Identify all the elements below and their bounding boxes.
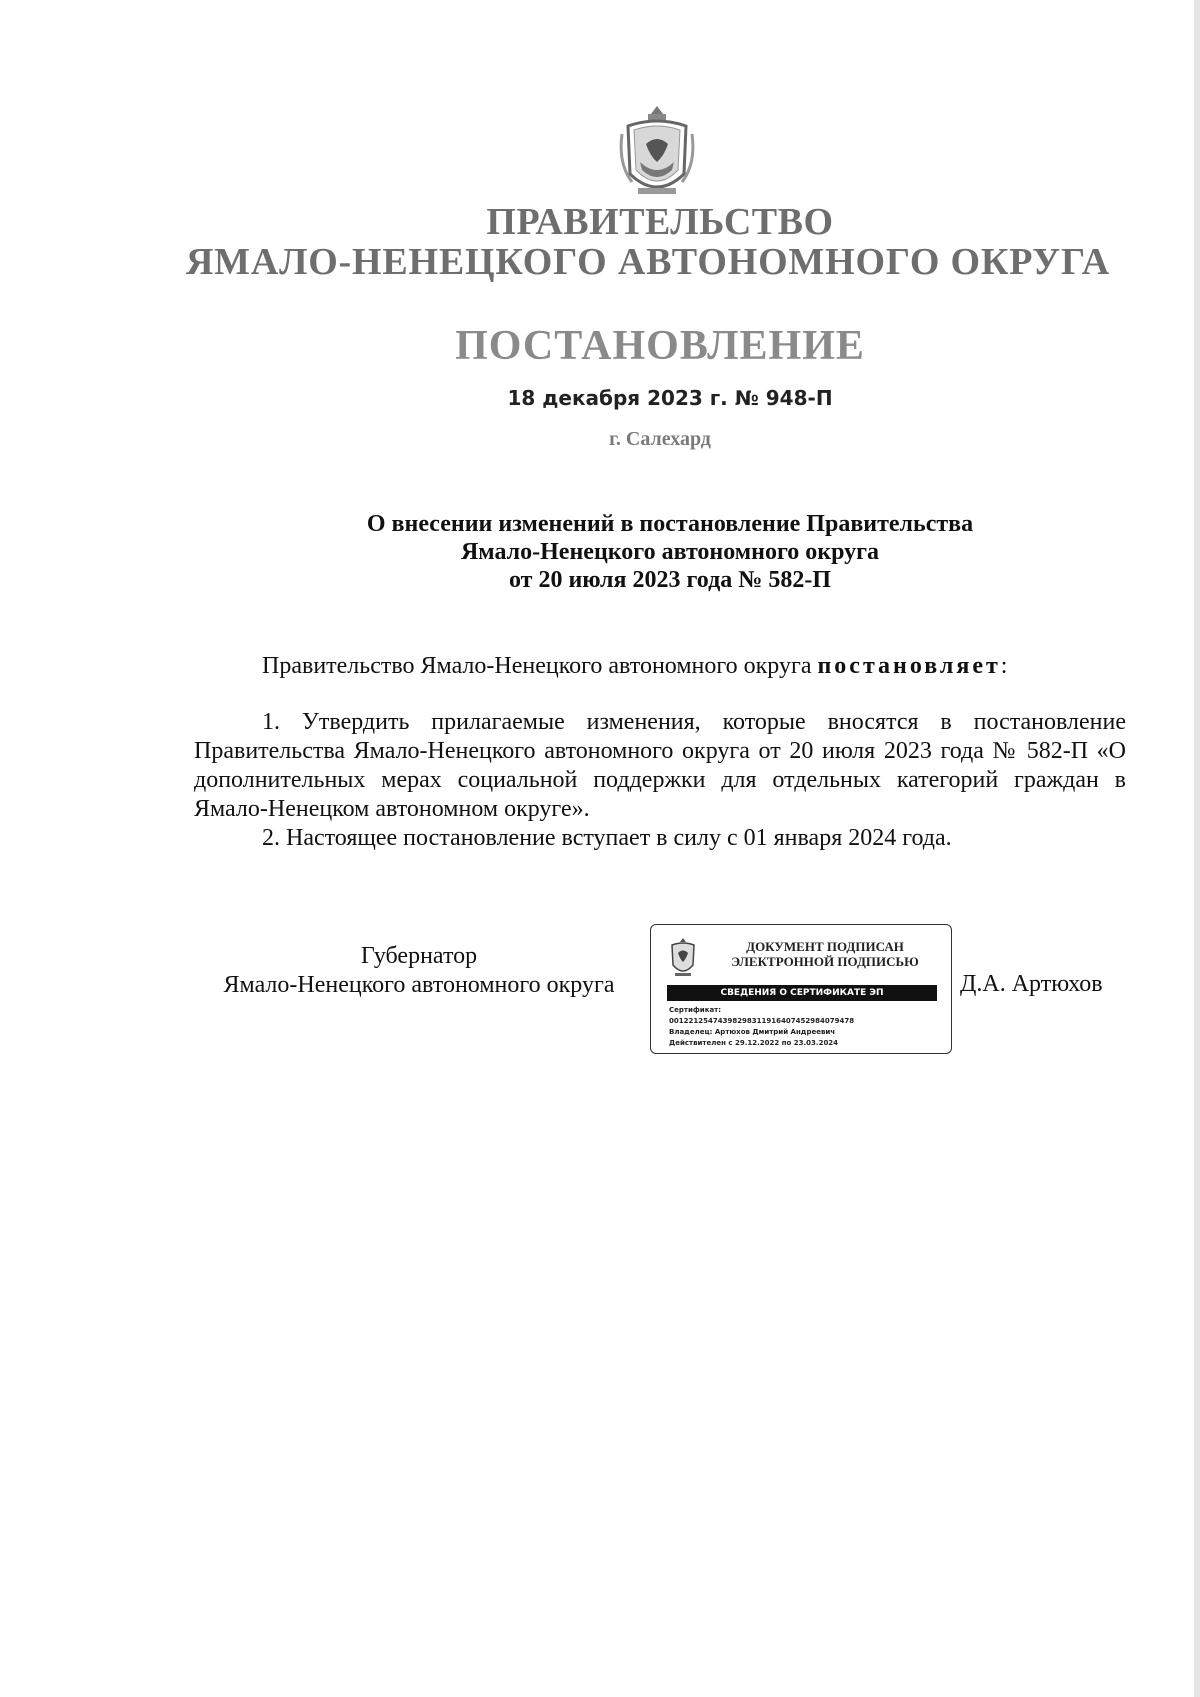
subject-line1: О внесении изменений в постановление Правительства: [366, 511, 974, 537]
stamp-owner: Владелец: Артюхов Дмитрий Андреевич: [669, 1028, 836, 1036]
subject-line2: Ямало-Ненецкого автономного округа: [460, 539, 880, 565]
org-title-line2: ЯМАЛО-НЕНЕЦКОГО АВТОНОМНОГО ОКРУГА: [185, 241, 1111, 283]
signatory-name: Д.А. Артюхов: [960, 971, 1103, 997]
stamp-title-line1: ДОКУМЕНТ ПОДПИСАН: [746, 939, 904, 954]
preamble: [262, 652, 1142, 680]
stamp-cert-label: Сертификат:: [669, 1006, 722, 1014]
stamp-emblem-icon: [667, 937, 699, 979]
coat-of-arms-icon: [618, 104, 696, 202]
preamble-colon: :: [1000, 653, 1008, 679]
document-city: г. Салехард: [609, 428, 711, 450]
stamp-cert-number: 00122125474398298311916407452984079478: [669, 1017, 855, 1025]
document-subject: [70, 510, 1200, 594]
document-body: [194, 708, 1126, 853]
stamp-title: [707, 939, 943, 969]
preamble-text: Правительство Ямало-Ненецкого автономного округа: [262, 653, 818, 679]
stamp-validity: Действителен с 29.12.2022 по 23.03.2024: [669, 1039, 839, 1047]
body-item-1: 1. Утвердить прилагаемые изменения, которые вносятся в постановление Правительства Ямало-Ненецкого автономного округа от 20 июля 2023 года № 582-П «О дополнительных мерах социальной поддержки для отдельных категорий граждан в Ямало-Ненецком автономном округе».: [194, 709, 1126, 822]
subject-line3: от 20 июля 2023 года № 582-П: [508, 567, 832, 593]
signatory-position-line2: Ямало-Ненецкого автономного округа: [223, 972, 615, 998]
stamp-title-line2: ЭЛЕКТРОННОЙ ПОДПИСЬЮ: [731, 954, 919, 969]
body-item-2: 2. Настоящее постановление вступает в силу с 01 января 2024 года.: [262, 825, 952, 851]
electronic-signature-stamp: [650, 924, 952, 1054]
signatory-position: [194, 942, 644, 1000]
document-type: ПОСТАНОВЛЕНИЕ: [455, 323, 865, 369]
stamp-certificate-details: [669, 1005, 939, 1049]
signatory-position-line1: Губернатор: [360, 943, 478, 969]
org-title-line1: ПРАВИТЕЛЬСТВО: [486, 201, 834, 243]
preamble-verb: постановляет: [817, 653, 1001, 679]
document-date-number: 18 декабря 2023 г. № 948-П: [507, 386, 833, 410]
stamp-certificate-bar: СВЕДЕНИЯ О СЕРТИФИКАТЕ ЭП: [667, 985, 937, 1001]
